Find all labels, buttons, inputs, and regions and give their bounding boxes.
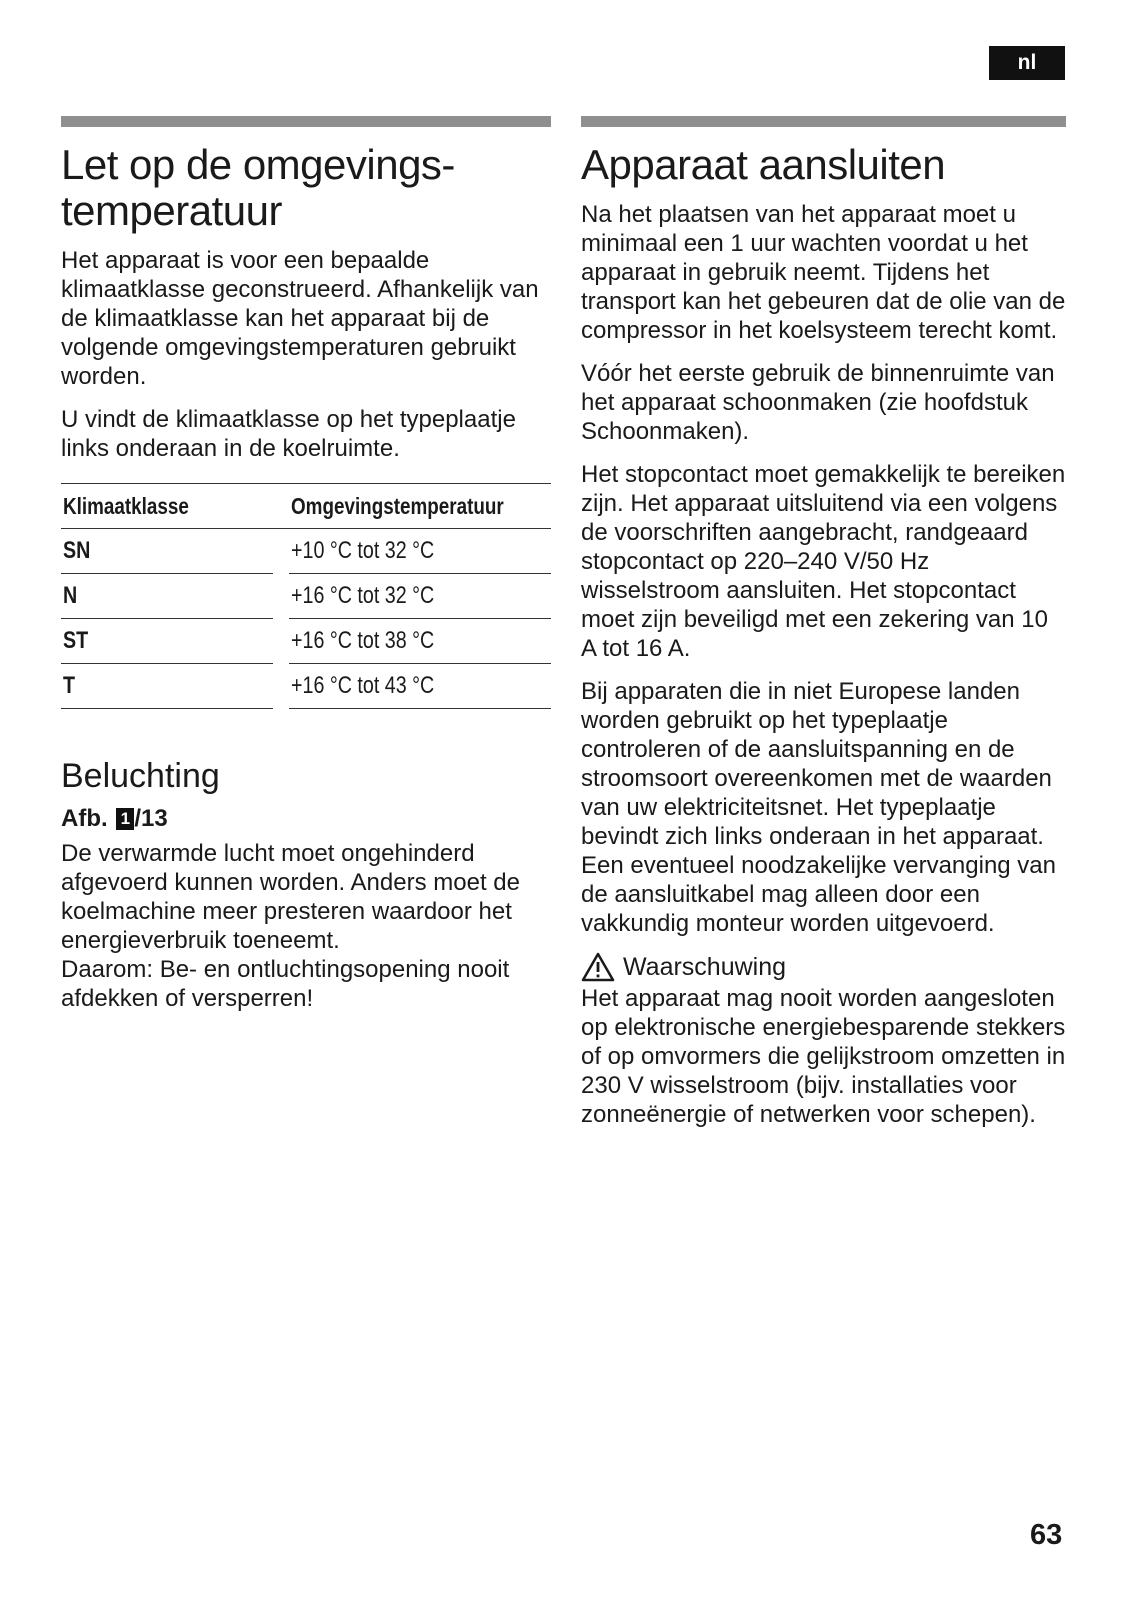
section-heading-connect: Apparaat aansluiten <box>581 141 946 188</box>
climate-class-table <box>61 483 551 709</box>
header-ambient-temperature: Omgevingstemperatuur <box>289 484 551 529</box>
warning-text: Het apparaat mag nooit worden aangesloten op elektronische energiebesparende stekkers of op omvormers die gelijkstroom omzetten in 230 V wisselstroom (bijv. installaties voor zonneënergie of netwerken voor schepen). <box>581 985 1066 1128</box>
table-row <box>61 574 551 619</box>
figure-number-badge: 1 <box>116 808 134 830</box>
section-heading-temperature <box>61 142 551 234</box>
figure-suffix: /13 <box>134 805 168 832</box>
climate-class-cell: N <box>61 574 273 619</box>
language-tab: nl <box>989 46 1065 80</box>
temperature-range-cell: +16 °C tot 38 °C <box>289 619 551 664</box>
section-rule <box>61 116 551 127</box>
temperature-intro-paragraph: Het apparaat is voor een bepaalde klimaatklasse geconstrueerd. Afhankelijk van de klimaatklasse kan het apparaat bij de volgende omgevingstemperaturen gebruikt worden. <box>61 247 539 390</box>
waiting-time-paragraph: Na het plaatsen van het apparaat moet u minimaal een 1 uur wachten voordat u het apparaat in gebruik neemt. Tijdens het transport kan het gebeuren dat de olie van de compressor in het koelsysteem terecht komt. <box>581 201 1066 344</box>
climate-class-cell: ST <box>61 619 273 664</box>
figure-prefix: Afb. <box>61 805 108 832</box>
ventilation-paragraph: De verwarmde lucht moet ongehinderd afgevoerd kunnen worden. Anders moet de koelmachine meer presteren waardoor het energieverbruik toeneemt. <box>61 840 520 954</box>
right-column <box>581 116 1066 1143</box>
heading-line-1: Let op de omgevings- <box>61 141 455 188</box>
cleaning-paragraph: Vóór het eerste gebruik de binnenruimte van het apparaat schoonmaken (zie hoofdstuk Schoonmaken). <box>581 360 1055 445</box>
section-rule <box>581 116 1066 127</box>
table-row <box>61 664 551 709</box>
temperature-range-cell: +16 °C tot 43 °C <box>289 664 551 709</box>
non-european-paragraph: Bij apparaten die in niet Europese landen worden gebruikt op het typeplaatje controleren of de aansluitspanning en de stroomsoort overeenkomen met de waarden van uw elektriciteitsnet. Het typeplaatje bevindt zich links onderaan in het apparaat. Een eventueel noodzakelijke vervanging van de aansluitkabel mag alleen door een vakkundig monteur worden uitgevoerd. <box>581 678 1056 937</box>
left-column <box>61 116 551 1027</box>
climate-class-cell: T <box>61 664 273 709</box>
table-row <box>61 619 551 664</box>
section-heading-ventilation: Beluchting <box>61 757 220 795</box>
warning-heading <box>581 952 1066 982</box>
type-plate-paragraph: U vindt de klimaatklasse op het typeplaatje links onderaan in de koelruimte. <box>61 406 516 462</box>
temperature-range-cell: +10 °C tot 32 °C <box>289 529 551 574</box>
ventilation-instruction: Daarom: Be- en ontluchtingsopening nooit afdekken of versperren! <box>61 956 510 1012</box>
table-header-row <box>61 484 551 529</box>
figure-reference <box>61 805 551 833</box>
climate-class-cell: SN <box>61 529 273 574</box>
header-climate-class: Klimaatklasse <box>61 484 273 529</box>
page-number: 63 <box>1030 1519 1063 1551</box>
temperature-range-cell: +16 °C tot 32 °C <box>289 574 551 619</box>
socket-paragraph: Het stopcontact moet gemakkelijk te bereiken zijn. Het apparaat uitsluitend via een volgens de voorschriften aangebracht, randgeaard stopcontact op 220–240 V/50 Hz wisselstroom aansluiten. Het stopcontact moet zijn beveiligd met een zekering van 10 A tot 16 A. <box>581 461 1066 662</box>
warning-triangle-icon <box>581 952 615 982</box>
heading-line-2: temperatuur <box>61 187 282 234</box>
warning-title: Waarschuwing <box>623 953 787 981</box>
table-row <box>61 529 551 574</box>
header-gap <box>273 484 289 529</box>
